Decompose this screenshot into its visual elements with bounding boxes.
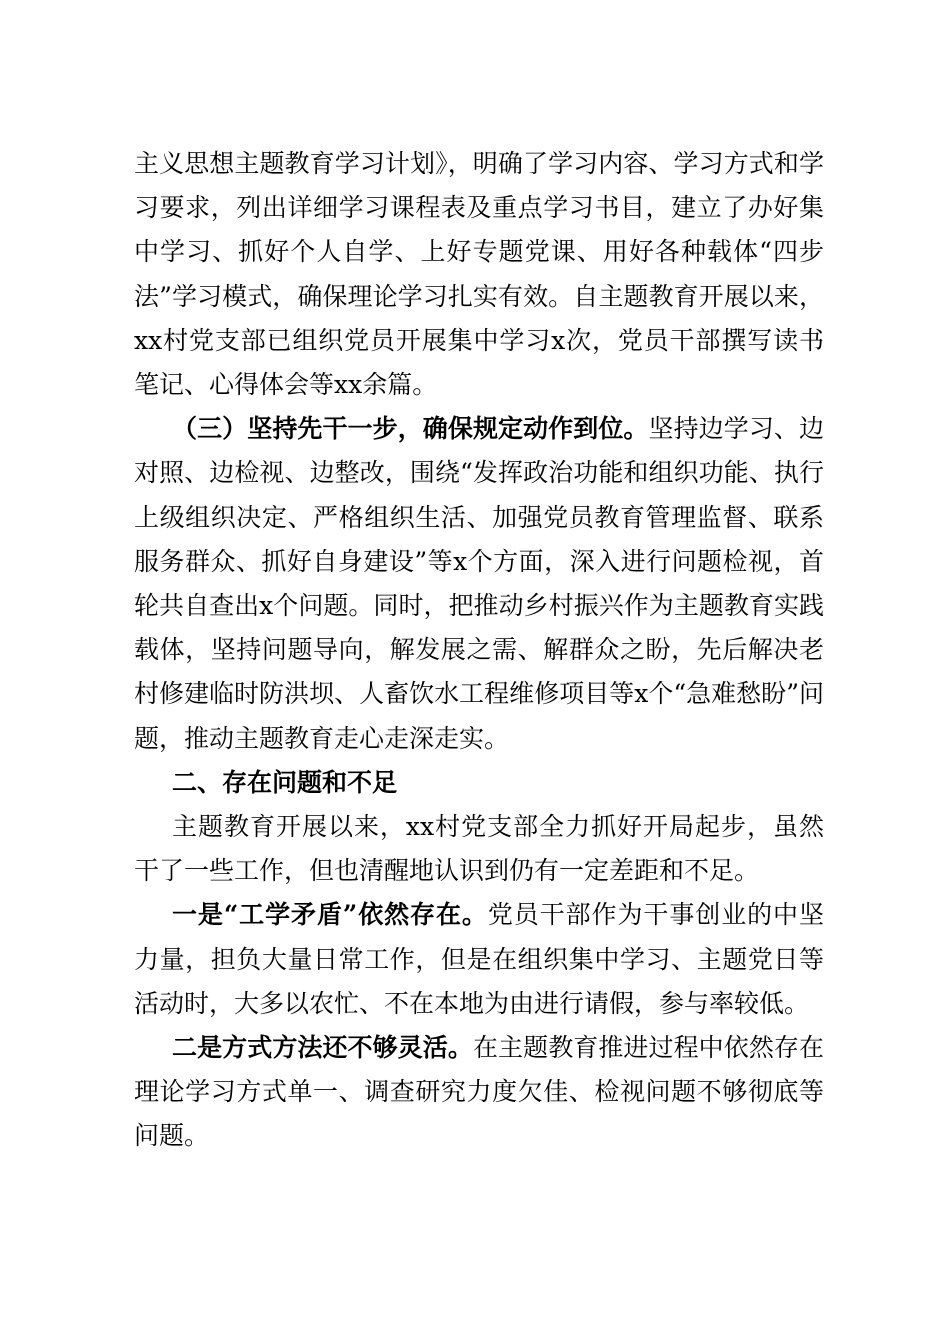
paragraph-text: 主义思想主题教育学习计划》，明确了学习内容、学习方式和学习要求，列出详细学习课程表及重点学习书目，建立了办好集中学习、抓好个人自学、上好专题党课、用好各种载体“四步法”学习模式，确保理论学习扎实有效。自主题教育开展以来，xx村党支部已组织党员开展集中学习x次，党员干部撰写读书笔记、心得体会等xx余篇。 <box>134 149 824 400</box>
paragraph-methods-inflexible <box>134 1026 824 1159</box>
paragraph-take-first-step <box>134 407 824 761</box>
paragraph-text: 在主题教育推进过程中依然存在理论学习方式单一、调查研究力度欠佳、检视问题不够彻底等问题。 <box>134 1033 824 1151</box>
document-body <box>134 142 824 1159</box>
paragraph-lead: 二是方式方法还不够灵活。 <box>172 1033 473 1063</box>
paragraph-text: 党员干部作为干事创业的中坚力量，担负大量日常工作，但是在组织集中学习、主题党日等活动时，大多以农忙、不在本地为由进行请假，参与率较低。 <box>134 900 824 1018</box>
section-heading: 二、存在问题和不足 <box>172 767 398 797</box>
paragraph-intro-shortcomings <box>134 805 824 893</box>
paragraph-text: 坚持边学习、边对照、边检视、边整改，围绕“发挥政治功能和组织功能、执行上级组织决定、严格组织生活、加强党员教育管理监督、联系服务群众、抓好自身建设”等x个方面，深入进行问题检视，首轮共自查出x个问题。同时，把推动乡村振兴作为主题教育实践载体，坚持问题导向，解发展之需、解群众之盼，先后解决老村修建临时防洪坝、人畜饮水工程维修项目等x个“急难愁盼”问题，推动主题教育走心走深走实。 <box>134 414 824 753</box>
paragraph-work-study-conflict <box>134 893 824 1026</box>
paragraph-study-plan <box>134 142 824 407</box>
paragraph-lead: 一是“工学矛盾”依然存在。 <box>172 900 488 930</box>
paragraph-lead: （三）坚持先干一步，确保规定动作到位。 <box>172 414 649 444</box>
paragraph-text: 主题教育开展以来，xx村党支部全力抓好开局起步，虽然干了一些工作，但也清醒地认识到仍有一定差距和不足。 <box>134 812 824 886</box>
